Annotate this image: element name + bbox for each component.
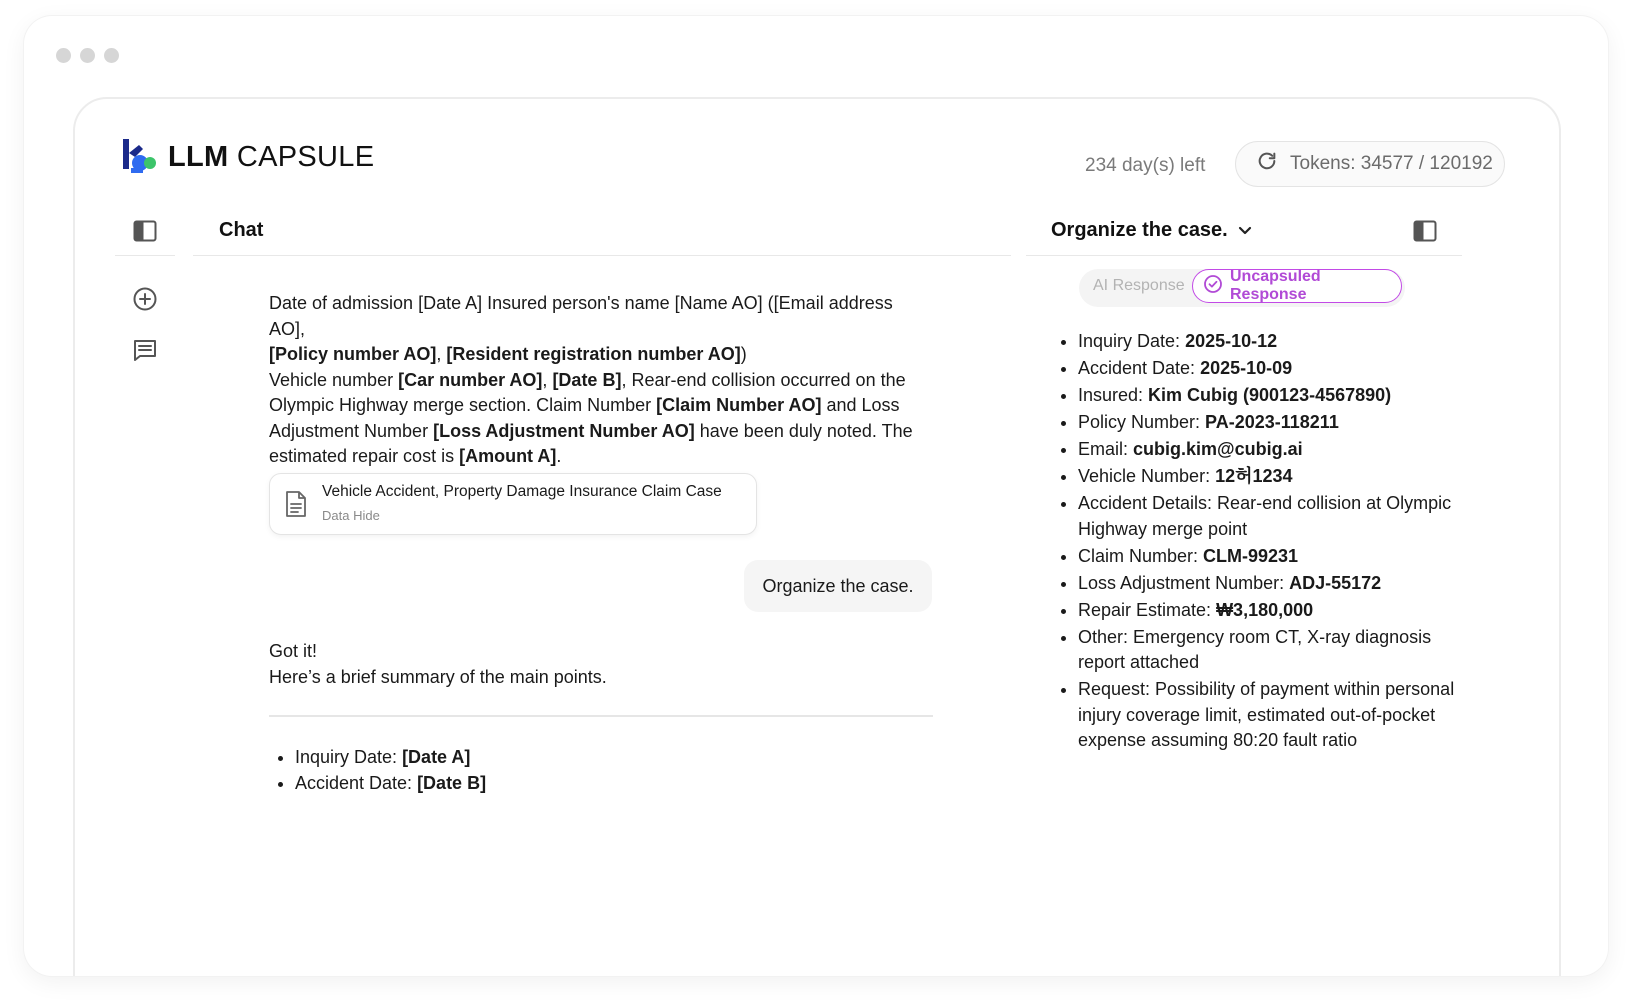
file-title: Vehicle Accident, Property Damage Insurance Claim Case (322, 483, 722, 500)
chat-icon[interactable] (129, 335, 161, 367)
list-item: • Request: Possibility of payment within personal injury coverage limit, estimated out-of-pocket expense assuming 80:20 fault ratio (1078, 677, 1478, 754)
reply-line: Got it! (269, 641, 318, 661)
right-panel-title: Organize the case. (1051, 219, 1228, 241)
refresh-icon (1256, 150, 1278, 178)
list-item: • Loss Adjustment Number: ADJ-55172 (1078, 571, 1478, 597)
list-item: • Accident Date: 2025-10-09 (1078, 356, 1478, 382)
user-message-bubble: Organize the case. (744, 560, 932, 612)
response-toggle (1079, 269, 1405, 307)
divider (269, 715, 933, 717)
right-panel-dropdown[interactable] (1051, 219, 1252, 242)
window-maximize-dot[interactable] (104, 48, 119, 63)
browser-window (24, 16, 1608, 976)
list-item: • Inquiry Date: 2025-10-12 (1078, 329, 1478, 355)
list-item: • Accident Date: [Date B] (295, 771, 486, 797)
list-item: • Vehicle Number: 12허1234 (1078, 464, 1478, 490)
list-item: • Email: cubig.kim@cubig.ai (1078, 437, 1478, 463)
chat-header (193, 207, 1011, 256)
chat-title: Chat (219, 219, 264, 241)
window-minimize-dot[interactable] (80, 48, 95, 63)
window-controls (56, 48, 119, 63)
right-panel-header (1026, 207, 1462, 256)
list-item: • Other: Emergency room CT, X-ray diagnosis report attached (1078, 625, 1478, 676)
file-attachment-card[interactable] (269, 473, 757, 535)
chevron-down-icon (1238, 219, 1252, 242)
right-panel-toggle-icon[interactable] (1409, 215, 1441, 247)
sidebar-toggle-icon[interactable] (129, 215, 161, 247)
list-item: • Repair Estimate: ₩3,180,000 (1078, 598, 1478, 624)
list-item: • Policy Number: PA-2023-118211 (1078, 410, 1478, 436)
reply-list (269, 745, 486, 796)
list-item: • Accident Details: Rear-end collision at Olympic Highway merge point (1078, 491, 1478, 542)
plus-circle-icon[interactable] (129, 283, 161, 315)
list-item: • Insured: Kim Cubig (900123-4567890) (1078, 383, 1478, 409)
days-left-label: 234 day(s) left (1085, 155, 1206, 176)
tab-uncapsuled-response[interactable] (1192, 269, 1402, 303)
logo-icon (122, 139, 158, 175)
list-item: • Claim Number: CLM-99231 (1078, 544, 1478, 570)
logo-text: LLM CAPSULE (168, 140, 375, 173)
window-close-dot[interactable] (56, 48, 71, 63)
app-frame (73, 97, 1561, 976)
tokens-button[interactable] (1235, 141, 1505, 187)
tokens-label: Tokens: 34577 / 120192 (1290, 153, 1493, 174)
file-subtitle: Data Hide (322, 508, 380, 523)
tab-ai-response[interactable]: AI Response (1093, 277, 1185, 294)
logo[interactable] (122, 139, 374, 175)
list-item: • Inquiry Date: [Date A] (295, 745, 486, 771)
check-circle-icon (1203, 274, 1223, 299)
reply-line: Here’s a brief summary of the main points. (269, 666, 607, 687)
uncapsuled-summary-list (1053, 329, 1478, 755)
tab-uncapsuled-label: Uncapsuled Response (1230, 268, 1321, 303)
assistant-reply (269, 639, 607, 690)
document-icon (284, 490, 308, 523)
assistant-message: Date of admission [Date A] Insured person's name [Name AO] ([Email address AO], [Policy number AO], [Resident registration number AO]) Vehicle number [Car number AO], [Date B], Rear-end collision occurred on the Olympic Highway merge section. Claim Number [Claim Number AO] and Loss Adjustment Number [Loss Adjustment Number AO] have been duly noted. The estimated repair cost is [Amount A]. (269, 293, 913, 466)
